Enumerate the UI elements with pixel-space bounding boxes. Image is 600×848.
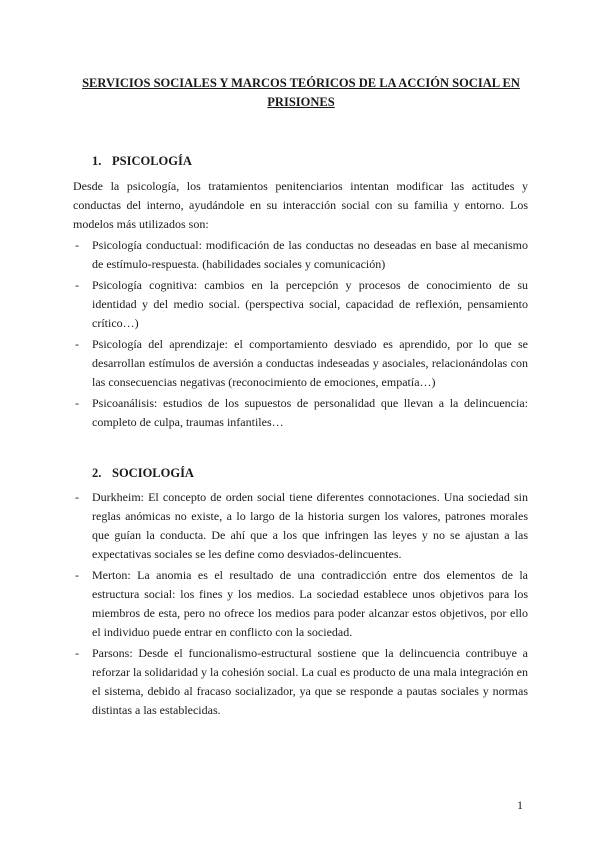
sociologia-list bbox=[73, 488, 528, 722]
list-item-text: Parsons: Desde el funcionalismo-estructural sostiene que la delincuencia contribuye a reforzar la solidaridad y la cohesión social. La cual es producto de una mala integración en el sistema, debido al fracaso socializador, ya que se responde a pautas sociales y normas distintas a las establecidas. bbox=[92, 646, 528, 717]
list-dash: - bbox=[75, 490, 79, 504]
list-dash: - bbox=[75, 337, 79, 351]
list-item bbox=[73, 488, 528, 564]
list-dash: - bbox=[75, 646, 79, 660]
list-item bbox=[73, 394, 528, 432]
psicologia-list bbox=[73, 236, 528, 434]
list-item-text: Merton: La anomia es el resultado de una contradicción entre dos elementos de la estructura social: los fines y los medios. La sociedad establece unos objetivos para los miembros de esta, pero no ofrece los medios para poder alcanzar estos objetivos, por ello el individuo puede entrar en conflicto con la sociedad. bbox=[92, 568, 528, 639]
list-dash: - bbox=[75, 278, 79, 292]
list-item bbox=[73, 276, 528, 333]
page-number: 1 bbox=[517, 798, 523, 812]
list-item-text: Psicología del aprendizaje: el comportamiento desviado es aprendido, por lo que se desarrollan estímulos de aversión a conductas indeseadas y asociales, relacionándolas con las consecuencias negativas (reconocimiento de emociones, empatía…) bbox=[92, 337, 528, 389]
list-item-text: Psicoanálisis: estudios de los supuestos de personalidad que llevan a la delincuencia: completo de culpa, traumas infantiles… bbox=[92, 396, 528, 429]
section-number: 1. bbox=[92, 154, 102, 168]
section-heading-psicologia bbox=[92, 154, 192, 169]
section-title: SOCIOLOGÍA bbox=[112, 466, 194, 480]
document-title: SERVICIOS SOCIALES Y MARCOS TEÓRICOS DE LA ACCIÓN SOCIAL EN PRISIONES bbox=[82, 76, 520, 109]
section-title: PSICOLOGÍA bbox=[112, 154, 192, 168]
section-heading-sociologia bbox=[92, 466, 194, 481]
list-item-text: Durkheim: El concepto de orden social tiene diferentes connotaciones. Una sociedad sin reglas anómicas no existe, a lo largo de la historia surgen los valores, patrones morales que guían la conducta. De ahí que a los que infringen las leyes y no se ajustan a las expectativas sociales se les define como desviados-delincuentes. bbox=[92, 490, 528, 561]
list-item bbox=[73, 644, 528, 720]
list-item bbox=[73, 566, 528, 642]
list-dash: - bbox=[75, 238, 79, 252]
list-item-text: Psicología conductual: modificación de las conductas no deseadas en base al mecanismo de estímulo-respuesta. (habilidades sociales y comunicación) bbox=[92, 238, 528, 271]
list-item bbox=[73, 236, 528, 274]
list-dash: - bbox=[75, 396, 79, 410]
list-item-text: Psicología cognitiva: cambios en la percepción y procesos de conocimiento de su identidad y del medio social. (perspectiva social, capacidad de reflexión, pensamiento crítico…) bbox=[92, 278, 528, 330]
list-item bbox=[73, 335, 528, 392]
list-dash: - bbox=[75, 568, 79, 582]
section-number: 2. bbox=[92, 466, 102, 480]
section-intro-paragraph: Desde la psicología, los tratamientos penitenciarios intentan modificar las actitudes y conductas del interno, ayudándole en su interacción social con su familia y entorno. Los modelos más utilizados son: bbox=[73, 179, 528, 231]
